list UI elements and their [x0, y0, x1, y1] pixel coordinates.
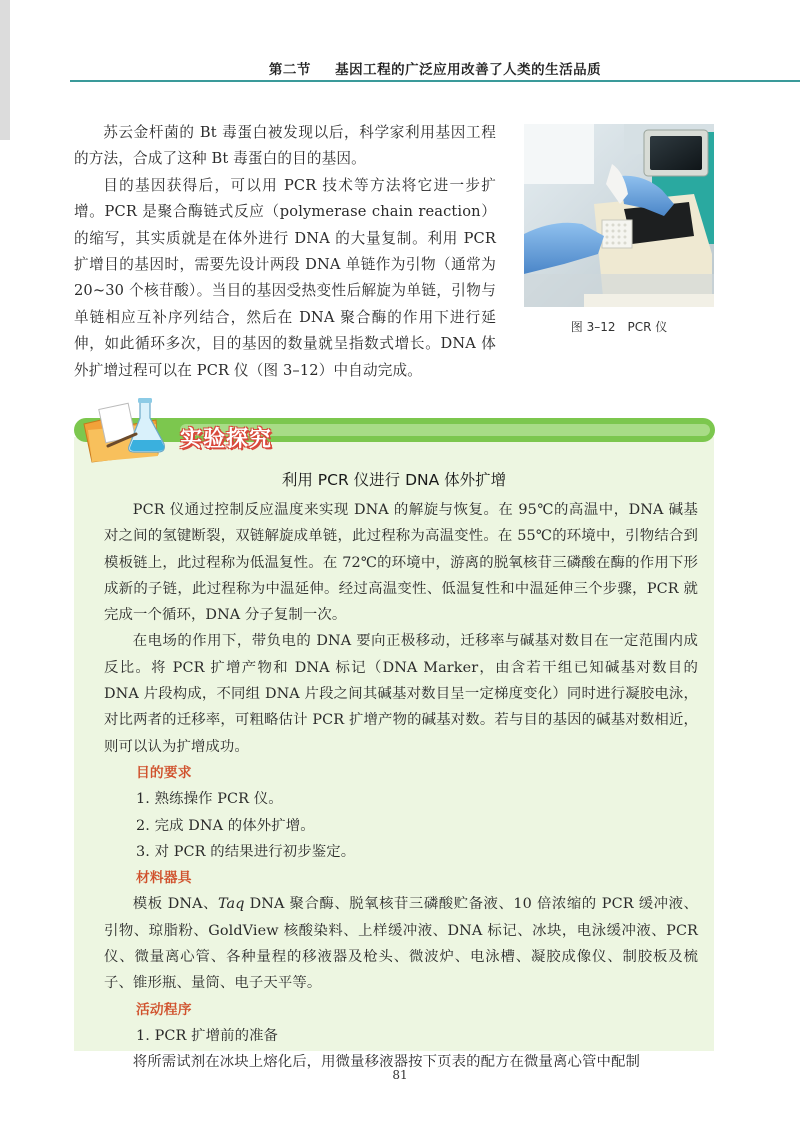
experiment-paragraph-2: 在电场的作用下，带负电的 DNA 要向正极移动，迁移率与碱基对数目在一定范围内成反比。将 PCR 扩增产物和 DNA 标记（DNA Marker，由含若干组已知碱基对数目的 DNA 片段构成，不同组 DNA 片段之间其碱基对数目呈一定梯度变化）同时进行凝胶电泳，对比两者的迁移率，可粗略估计 PCR 扩增产物的碱基对数。若与目的基因的碱基对数相近，则可以认为扩增成功。	[104, 633, 698, 755]
figure-caption: 图 3–12 PCR 仪	[570, 320, 668, 334]
materials-taq: Taq	[217, 896, 245, 913]
materials-heading: 材料器具	[136, 870, 192, 887]
goals-heading: 目的要求	[136, 764, 192, 781]
goal-item-3: 3. 对 PCR 的结果进行初步鉴定。	[136, 843, 356, 860]
goal-item-2: 2. 完成 DNA 的体外扩增。	[136, 817, 315, 834]
header-title: 基因工程的广泛应用改善了人类的生活品质	[335, 62, 602, 78]
intro-paragraph-1: 苏云金杆菌的 Bt 毒蛋白被发现以后，科学家利用基因工程的方法，合成了这种 Bt 毒蛋白的目的基因。	[74, 124, 496, 168]
experiment-content	[104, 497, 698, 1076]
page-number: 81	[392, 1068, 408, 1082]
header-section: 第二节	[268, 62, 311, 78]
intro-paragraph-2: 目的基因获得后，可以用 PCR 技术等方法将它进一步扩增。PCR 是聚合酶链式反应（polymerase chain reaction）的缩写，其实质就是在体外进行 DNA 的大量复制。利用 PCR 扩增目的基因时，需要先设计两段 DNA 单链作为引物（通常为 20~30 个核苷酸）。当目的基因受热变性后解旋为单链，引物与单链相应互补序列结合，然后在 DNA 聚合酶的作用下进行延伸，如此循环多次，目的基因的数量就呈指数式增长。DNA 体外扩增过程可以在 PCR 仪（图 3–12）中自动完成。	[74, 176, 496, 379]
experiment-title: 利用 PCR 仪进行 DNA 体外扩增	[281, 471, 507, 489]
materials-rest: DNA 聚合酶、脱氧核苷三磷酸贮备液、10 倍浓缩的 PCR 缓冲液、引物、琼脂粉、GoldView 核酸染料、上样缓冲液、DNA 标记、冰块，电泳缓冲液、PCR 仪、微量离心管、各种量程的移液器及枪头、微波炉、电泳槽、凝胶成像仪、制胶板及梳子、锥形瓶、量筒、电子天平等。	[104, 896, 699, 992]
page-side-tab	[0, 0, 10, 140]
experiment-paragraph-1: PCR 仪通过控制反应温度来实现 DNA 的解旋与恢复。在 95℃的高温中，DNA 碱基对之间的氢键断裂，双链解旋成单链，此过程称为高温变性。在 55℃的环境中，引物结合到模板链上，此过程称为低温复性。在 72℃的环境中，游离的脱氧核苷三磷酸在酶的作用下形成新的子链，此过程称为中温延伸。经过高温变性、低温复性和中温延伸三个步骤，PCR 就完成一个循环，DNA 分子复制一次。	[104, 502, 698, 624]
materials-prefix: 模板 DNA、	[132, 896, 218, 913]
experiment-badge: 实验探究	[180, 427, 273, 452]
page-header	[70, 58, 800, 82]
folder-flask-icon	[78, 396, 178, 466]
intro-text	[74, 120, 496, 384]
procedure-text: 将所需试剂在冰块上熔化后，用微量移液器按下页表的配方在微量离心管中配制	[132, 1054, 640, 1071]
pcr-machine-photo	[524, 124, 714, 307]
materials-text	[104, 891, 698, 996]
procedure-step-1: 1. PCR 扩增前的准备	[136, 1027, 279, 1044]
procedure-heading: 活动程序	[136, 1001, 192, 1018]
goal-item-1: 1. 熟练操作 PCR 仪。	[136, 791, 283, 808]
